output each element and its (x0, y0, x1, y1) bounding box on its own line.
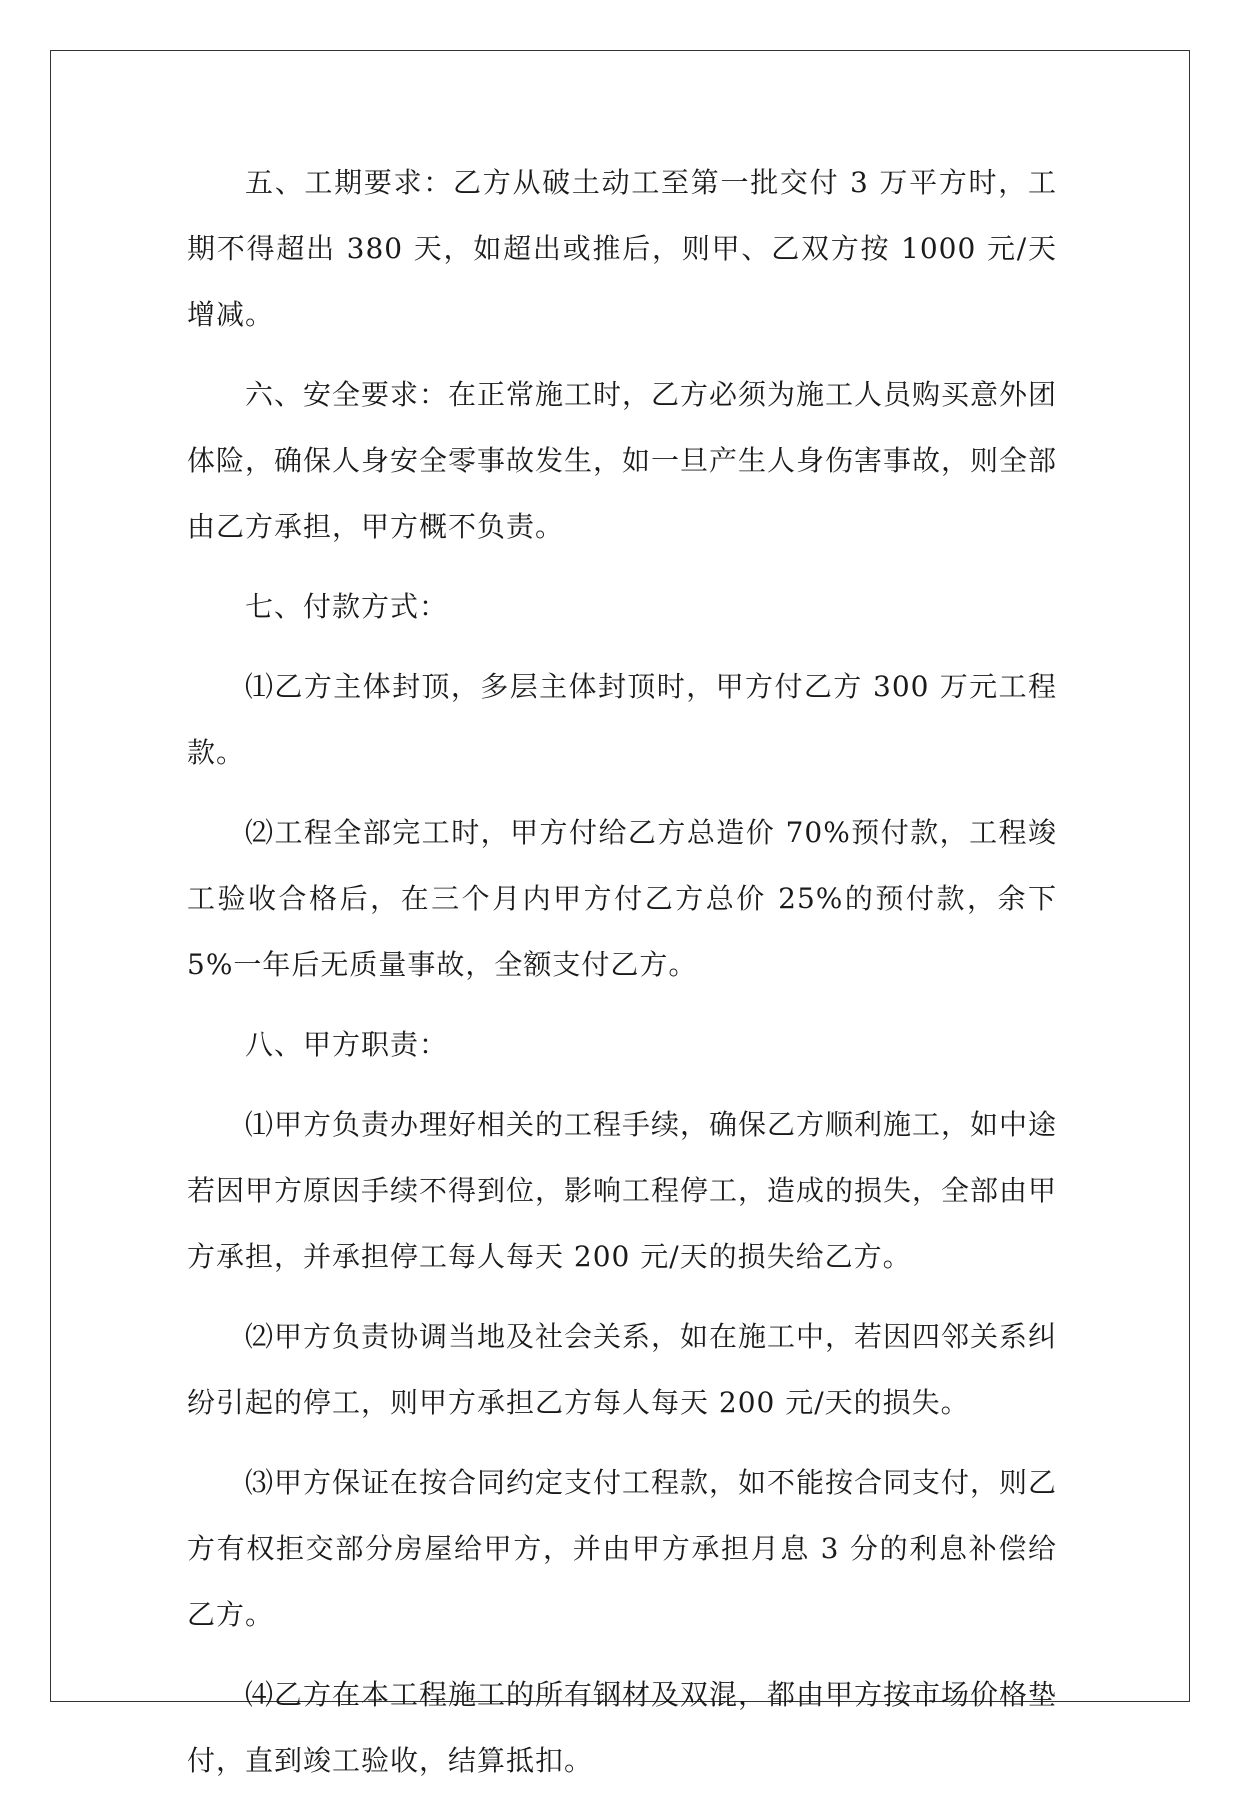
clause-7-item-1: ⑴乙方主体封顶，多层主体封顶时，甲方付乙方 300 万元工程款。 (187, 670, 1057, 769)
clause-8-item-3: ⑶甲方保证在按合同约定支付工程款，如不能按合同支付，则乙方有权拒交部分房屋给甲方，并由甲方承担月息 3 分的利息补偿给乙方。 (187, 1466, 1058, 1631)
clause-8-item-4: ⑷乙方在本工程施工的所有钢材及双混，都由甲方按市场价格垫付，直到竣工验收，结算抵扣。 (187, 1678, 1058, 1777)
document-body (187, 150, 1057, 1794)
clause-7-heading-payment: 七、付款方式： (245, 590, 449, 623)
clause-7-item-2: ⑵工程全部完工时，甲方付给乙方总造价 70%预付款，工程竣工验收合格后，在三个月内甲方付乙方总价 25%的预付款，余下 5%一年后无质量事故，全额支付乙方。 (187, 816, 1057, 981)
clause-8-item-1: ⑴甲方负责办理好相关的工程手续，确保乙方顺利施工，如中途若因甲方原因手续不得到位，影响工程停工，造成的损失，全部由甲方承担，并承担停工每人每天 200 元/天的损失给乙方。 (187, 1108, 1058, 1273)
clause-8-heading-party-a-duties: 八、甲方职责： (245, 1028, 449, 1061)
clause-8-item-2: ⑵甲方负责协调当地及社会关系，如在施工中，若因四邻关系纠纷引起的停工，则甲方承担乙方每人每天 200 元/天的损失。 (187, 1320, 1058, 1419)
clause-5-schedule: 五、工期要求：乙方从破土动工至第一批交付 3 万平方时，工期不得超出 380 天，如超出或推后，则甲、乙双方按 1000 元/天增减。 (187, 166, 1057, 331)
clause-6-safety: 六、安全要求：在正常施工时，乙方必须为施工人员购买意外团体险，确保人身安全零事故发生，如一旦产生人身伤害事故，则全部由乙方承担，甲方概不负责。 (187, 378, 1058, 543)
